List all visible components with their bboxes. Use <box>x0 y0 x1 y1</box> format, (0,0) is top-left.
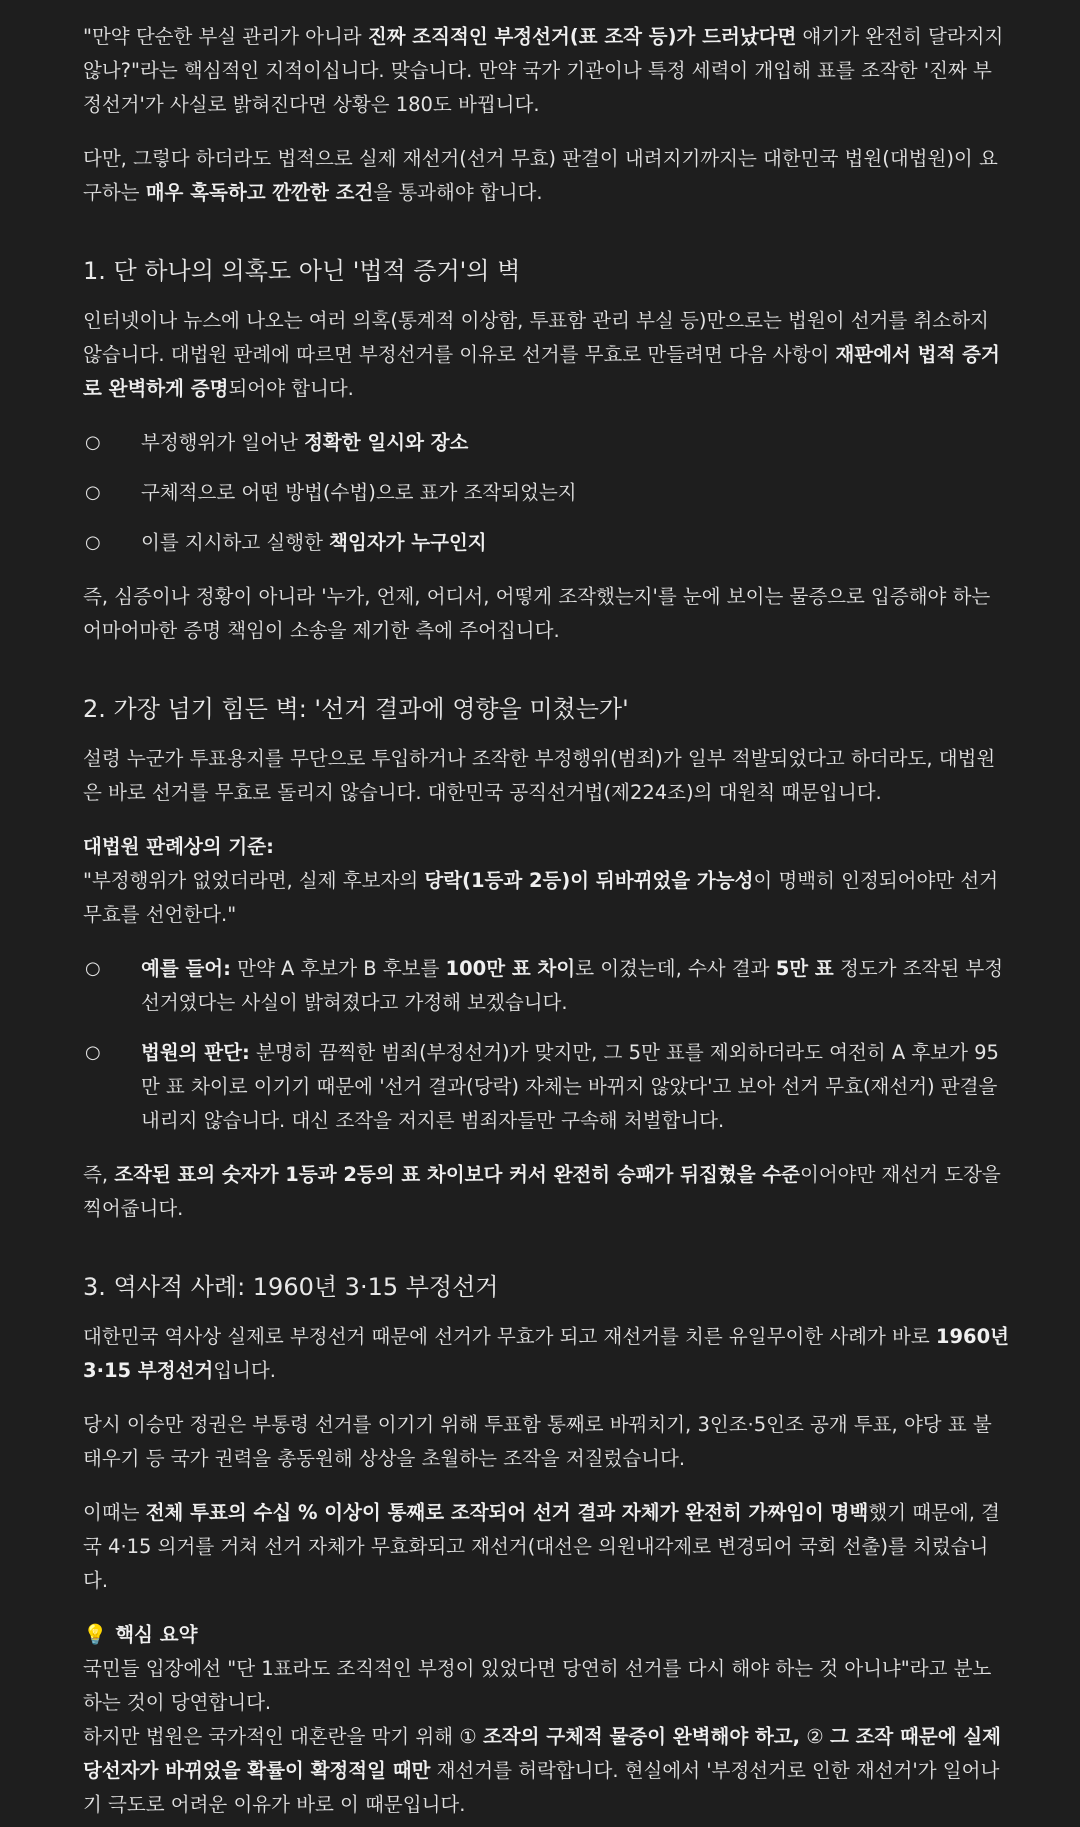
section-3-paragraph-3: 이때는 전체 투표의 수십 % 이상이 통째로 조작되어 선거 결과 자체가 완전히 가짜임이 명백했기 때문에, 결국 4·15 의거를 거쳐 선거 자체가 무효화되고 재선거(대선은 의원내각제로 변경되어 국회 선출)를 치렀습니다. <box>83 1501 1000 1592</box>
list-item: ○ 이를 지시하고 실행한 책임자가 누구인지 <box>83 526 1010 560</box>
section-2-bullet-list <box>83 952 1010 1138</box>
list-item: ○ 구체적으로 어떤 방법(수법)으로 표가 조작되었는지 <box>83 476 1010 510</box>
circle-bullet-icon: ○ <box>85 432 101 453</box>
section-1-heading: 1. 단 하나의 의혹도 아닌 '법적 증거'의 벽 <box>83 257 521 285</box>
summary-section <box>83 1618 1010 1822</box>
section-1-paragraph-2: 즉, 심증이나 정황이 아니라 '누가, 언제, 어디서, 어떻게 조작했는지'를 눈에 보이는 물증으로 입증해야 하는 어마어마한 증명 책임이 소송을 제기한 측에 주어집니다. <box>83 585 991 642</box>
section-3-paragraph-1: 대한민국 역사상 실제로 부정선거 때문에 선거가 무효가 되고 재선거를 치른 유일무이한 사례가 바로 1960년 3·15 부정선거입니다. <box>83 1325 1010 1382</box>
section-1-bullet-list <box>83 426 1010 560</box>
intro-paragraph-2: 다만, 그렇다 하더라도 법적으로 실제 재선거(선거 무효) 판결이 내려지기까지는 대한민국 법원(대법원)이 요구하는 매우 혹독하고 깐깐한 조건을 통과해야 합니다. <box>83 147 998 204</box>
circle-bullet-icon: ○ <box>85 958 101 979</box>
intro-paragraph-1: "만약 단순한 부실 관리가 아니라 진짜 조직적인 부정선거(표 조작 등)가 드러났다면 얘기가 완전히 달라지지 않나?"라는 핵심적인 지적이십니다. 맞습니다. 만약 국가 기관이나 특정 세력이 개입해 표를 조작한 '진짜 부정선거'가 사실로 밝혀진다면 상황은 180도 바뀝니다. <box>83 25 1004 116</box>
circle-bullet-icon: ○ <box>85 1042 101 1063</box>
circle-bullet-icon: ○ <box>85 482 101 503</box>
criteria-quote: "부정행위가 없었더라면, 실제 후보자의 당락(1등과 2등)이 뒤바뀌었을 가능성이 명백히 인정되어야만 선거 무효를 선언한다." <box>83 869 999 926</box>
section-3-paragraph-2: 당시 이승만 정권은 부통령 선거를 이기기 위해 투표함 통째로 바꿔치기, 3인조·5인조 공개 투표, 야당 표 불태우기 등 국가 권력을 총동원해 상상을 초월하는 조작을 저질렀습니다. <box>83 1413 992 1470</box>
summary-paragraph-2: 하지만 법원은 국가적인 대혼란을 막기 위해 ① 조작의 구체적 물증이 완벽해야 하고, ② 그 조작 때문에 실제 당선자가 바뀌었을 확률이 확정적일 때만 재선거를 허락합니다. 현실에서 '부정선거로 인한 재선거'가 일어나기 극도로 어려운 이유가 바로 이 때문입니다. <box>83 1725 1002 1816</box>
list-item: ○ 부정행위가 일어난 정확한 일시와 장소 <box>83 426 1010 460</box>
list-item: ○ 법원의 판단: 분명히 끔찍한 범죄(부정선거)가 맞지만, 그 5만 표를 제외하더라도 여전히 A 후보가 95만 표 차이로 이기기 때문에 '선거 결과(당락) 자체는 바뀌지 않았다'고 보아 선거 무효(재선거) 판결을 내리지 않습니다. 대신 조작을 저지른 범죄자들만 구속해 처벌합니다. <box>83 1036 1010 1138</box>
list-item: ○ 예를 들어: 만약 A 후보가 B 후보를 100만 표 차이로 이겼는데, 수사 결과 5만 표 정도가 조작된 부정선거였다는 사실이 밝혀졌다고 가정해 보겠습니다. <box>83 952 1010 1020</box>
summary-title: 💡 핵심 요약 <box>83 1618 1010 1652</box>
section-2-paragraph-1: 설령 누군가 투표용지를 무단으로 투입하거나 조작한 부정행위(범죄)가 일부 적발되었다고 하더라도, 대법원은 바로 선거를 무효로 돌리지 않습니다. 대한민국 공직선거법(제224조)의 대원칙 때문입니다. <box>83 747 996 804</box>
circle-bullet-icon: ○ <box>85 532 101 553</box>
lightbulb-icon: 💡 <box>83 1623 108 1646</box>
section-2-heading: 2. 가장 넘기 힘든 벽: '선거 결과에 영향을 미쳤는가' <box>83 695 629 723</box>
summary-paragraph-1: 국민들 입장에선 "단 1표라도 조직적인 부정이 있었다면 당연히 선거를 다시 해야 하는 것 아니냐"라고 분노하는 것이 당연합니다. <box>83 1657 992 1714</box>
section-2-paragraph-2: 즉, 조작된 표의 숫자가 1등과 2등의 표 차이보다 커서 완전히 승패가 뒤집혔을 수준이어야만 재선거 도장을 찍어줍니다. <box>83 1163 1001 1220</box>
criteria-heading: 대법원 판례상의 기준: <box>83 835 274 858</box>
section-1-paragraph-1: 인터넷이나 뉴스에 나오는 여러 의혹(통계적 이상함, 투표함 관리 부실 등)만으로는 법원이 선거를 취소하지 않습니다. 대법원 판례에 따르면 부정선거를 이유로 선거를 무효로 만들려면 다음 사항이 재판에서 법적 증거로 완벽하게 증명되어야 합니다. <box>83 309 1000 400</box>
section-3-heading: 3. 역사적 사례: 1960년 3·15 부정선거 <box>83 1273 499 1301</box>
